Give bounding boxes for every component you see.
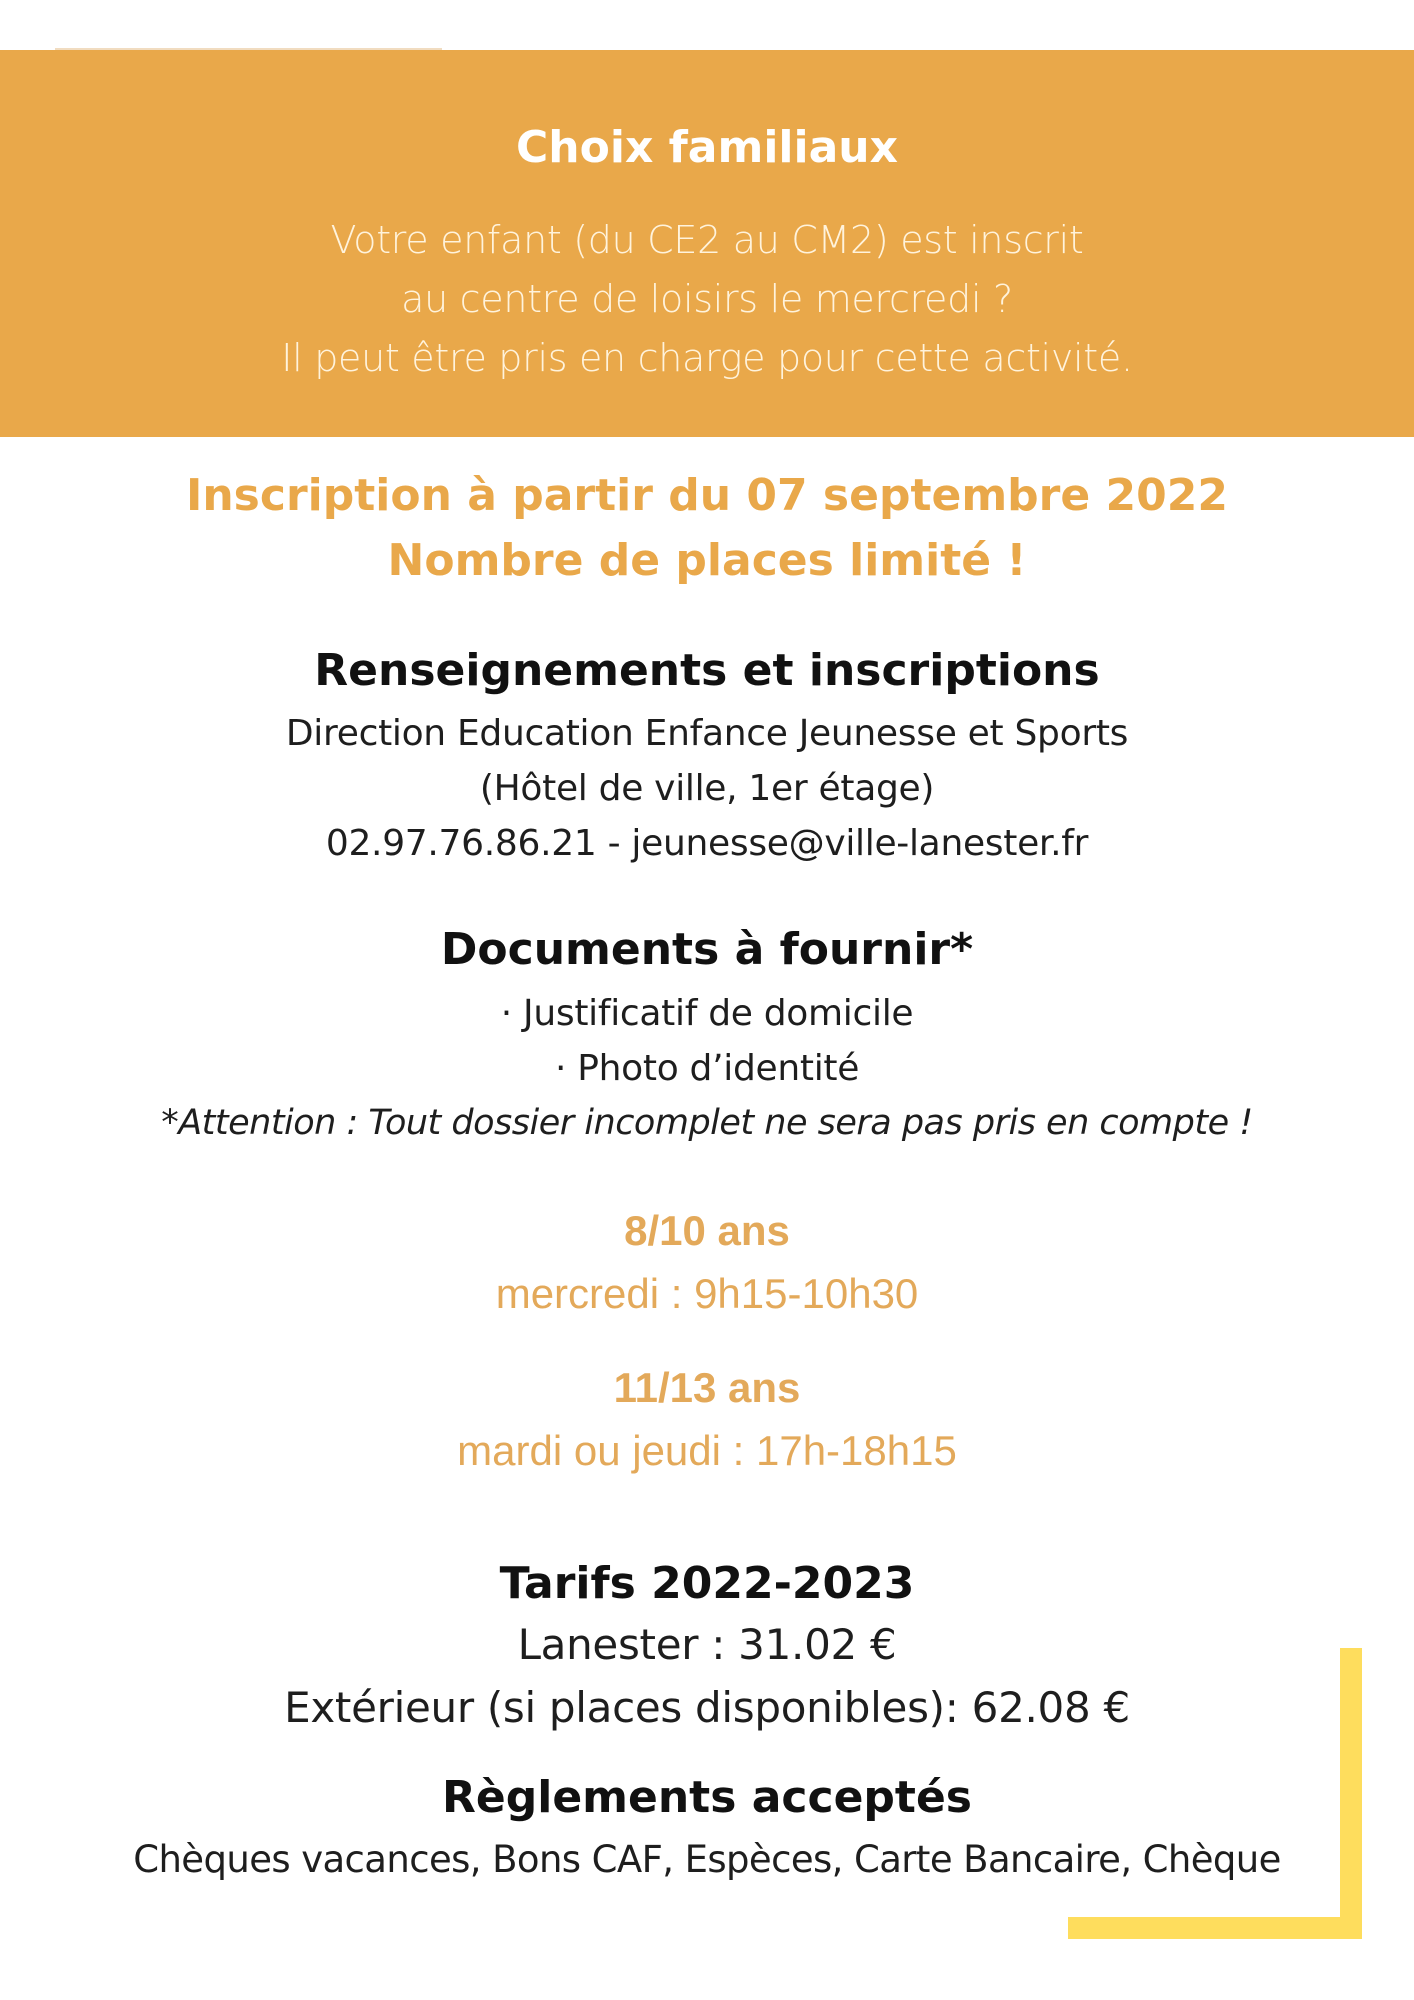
info-location: (Hôtel de ville, 1er étage) [479,768,935,809]
corner-accent-horizontal [1068,1917,1362,1939]
banner-line-3: Il peut être pris en charge pour cette activité. [281,336,1133,380]
group-schedule-8-10: mercredi : 9h15-10h30 [495,1270,919,1317]
documents-warning: *Attention : Tout dossier incomplet ne sera pas pris en compte ! [161,1103,1253,1143]
tarifs-title: Tarifs 2022-2023 [499,1558,915,1609]
registration-date: Inscription à partir du 07 septembre 2022 [185,470,1228,521]
group-age-8-10: 8/10 ans [624,1207,790,1254]
tarif-lanester: Lanester : 31.02 € [517,1620,897,1669]
documents-title: Documents à fournir* [440,924,974,975]
document-item-domicile: · Justificatif de domicile [500,993,914,1034]
payment-methods: Chèques vacances, Bons CAF, Espèces, Carte Bancaire, Chèque [133,1838,1281,1881]
corner-accent-vertical [1340,1648,1362,1939]
payments-title: Règlements acceptés [442,1772,972,1823]
limited-places-notice: Nombre de places limité ! [387,535,1027,586]
info-title: Renseignements et inscriptions [314,645,1100,696]
banner-title: Choix familiaux [516,122,898,173]
document-item-photo: · Photo d’identité [554,1048,860,1089]
info-contact: 02.97.76.86.21 - jeunesse@ville-lanester.fr [325,823,1089,864]
tarif-exterieur: Extérieur (si places disponibles): 62.08 € [284,1683,1130,1732]
banner-line-1: Votre enfant (du CE2 au CM2) est inscrit [330,218,1084,262]
info-department: Direction Education Enfance Jeunesse et Sports [285,713,1129,754]
group-age-11-13: 11/13 ans [613,1364,801,1411]
banner-line-2: au centre de loisirs le mercredi ? [401,277,1013,321]
group-schedule-11-13: mardi ou jeudi : 17h-18h15 [457,1427,957,1474]
